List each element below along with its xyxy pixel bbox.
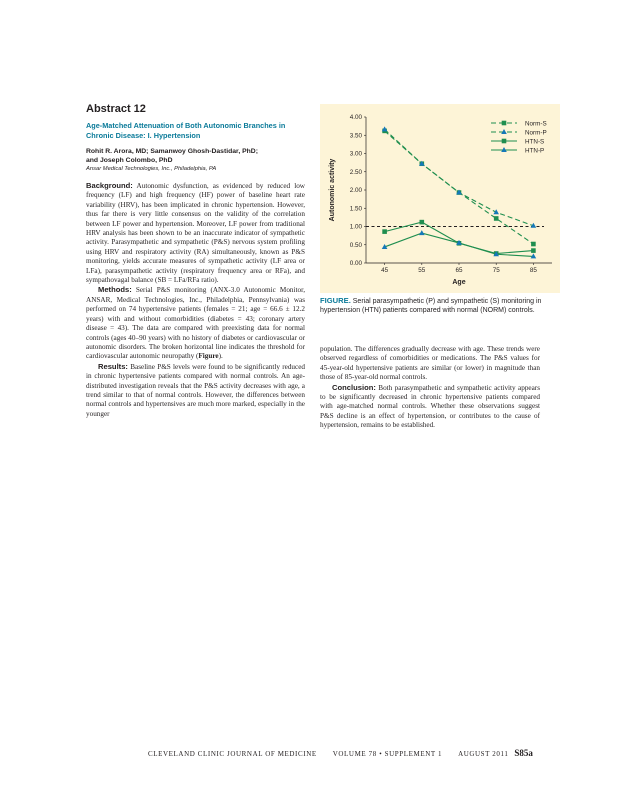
series-line-norm-s [385,131,534,244]
authors [86,147,306,166]
background-label: Background: [86,181,133,190]
conclusion-paragraph [320,383,540,431]
y-tick-label: 2.50 [349,168,362,176]
figure-reference: Figure [198,352,219,361]
right-column [320,345,540,431]
background-text: Autonomic dysfunction, as evidenced by reduced low frequency (LF) and high frequency (HF) power of baseline heart rate variability (HRV), has been implicated in chronic hypertension. However, thus far there is very little consensus on the validity of the correlation between LF power and hypertension. Moreover, LF power from traditional HRV analysis has been shown to be an inaccurate indicator of sympathetic activity. Parasympathetic and sympathetic (P&S) nervous system profiling using HRV and respiratory activity (RA) simultaneously, known as P&S monitoring, yields accurate measures of sympathetic activity (LF area or LFa), parasympathetic activity (respiratory frequency area or RFa), and sympathovagal balance (SB = LFa/RFa ratio). [86,182,305,285]
methods-paragraph [86,285,305,361]
legend-marker-norm-s [502,121,507,126]
point-norm-s [531,242,536,247]
results-continued: population. The differences gradually decrease with age. These trends were observed regardless of comorbidities or medications. The P&S values for 45-year-old hypertensive patients are similar (or lower) in magnitude than those of 85-year-old normal controls. [320,345,540,382]
methods-text: Serial P&S monitoring (ANX-3.0 Autonomic Monitor, ANSAR, Medical Technologies, Inc., Philadelphia, Pennsylvania) was performed on 74 hypertensive patients (females = 21; age = 66.6 ± 12.2 years) with and without comorbidities (diabetes = 43; coronary artery disease = 43). The data are compared with preexisting data for normal controls (ages 40–90 years) with no history of diabetes or cardiovascular or autonomic disorders. The broken horizontal line indicates the threshold for cardiovascular autonomic neuropathy ( [86,286,306,361]
x-tick-label: 55 [418,267,426,274]
y-tick-label: 4.00 [349,114,362,122]
results-paragraph [86,362,305,419]
caption-text: Serial parasympathetic (P) and sympathetic (S) monitoring in hypertension (HTN) patients compared with normal (NORM) controls. [320,298,542,314]
methods-label: Methods: [98,285,132,295]
y-tick-label: 0.50 [349,241,362,249]
x-tick-label: 45 [381,267,389,274]
page-footer [148,748,560,758]
background-paragraph [86,181,305,285]
footer-date: AUGUST 2011 [458,750,509,758]
left-column [86,181,305,419]
footer-bullet: • [379,750,383,758]
legend-label-htn-s: HTN-S [525,138,545,146]
point-htn-s [420,220,425,225]
y-tick-label: 3.50 [349,132,362,140]
authors-line-1: Rohit R. Arora, MD; Samanwoy Ghosh-Dastidar, PhD; [86,148,258,155]
point-htn-s [382,229,387,234]
y-tick-label: 1.50 [349,205,362,213]
footer-journal: CLEVELAND CLINIC JOURNAL OF MEDICINE [148,750,317,758]
footer-volume: VOLUME 78 [332,750,377,758]
legend-label-norm-s: Norm-S [525,120,547,128]
affiliation: Ansar Medical Technologies, Inc., Philadelphia, PA [86,166,217,172]
y-tick-label: 2.00 [349,187,362,195]
series-line-norm-p [385,129,534,225]
x-tick-label: 75 [492,267,500,274]
point-htn-p [419,230,425,235]
x-axis-label: Age [452,279,466,286]
x-tick-label: 85 [529,267,537,274]
legend-label-norm-p: Norm-P [525,129,547,137]
results-label: Results: [98,361,128,371]
point-htn-s [531,248,536,253]
point-norm-s [494,216,499,221]
authors-line-2: and Joseph Colombo, PhD [86,157,173,165]
y-tick-label: 0.00 [349,260,362,268]
x-tick-label: 65 [455,267,463,274]
y-tick-label: 3.00 [349,150,362,158]
footer-supplement: SUPPLEMENT 1 [384,750,443,758]
figure-panel [320,104,560,293]
abstract-title: Age-Matched Attenuation of Both Autonomic Branches in Chronic Disease: I. Hypertension [86,121,286,140]
figure-caption [320,296,545,315]
results-text: Baseline P&S levels were found to be significantly reduced in chronic hypertensive patients compared with normal controls. An age-distributed investigation reveals that the P&S activity decreases with age, a trend similar to that of normal controls. However, the differences between normal controls and hypertensives are much more marked, especially in the younger [86,362,306,418]
legend-marker-htn-s [502,139,507,144]
conclusion-label: Conclusion: [332,382,376,392]
abstract-heading: Abstract 12 [86,103,146,115]
line-chart [320,104,560,293]
y-tick-label: 1.00 [349,223,362,231]
y-axis-label: Autonomic activity [329,158,336,222]
conclusion-text: Both parasympathetic and sympathetic activity appears to be significantly decreased in chronic hypertensive patients compared with age-matched normal controls. Whether these observations suggest P&S decline is an effect of hypertension, or contributes to the cause of hypertension, remains to be established. [320,383,540,430]
page-number: S85a [514,748,533,758]
legend-label-htn-p: HTN-P [525,147,545,155]
caption-label: FIGURE. [320,296,351,305]
methods-text-end: ). [218,352,223,361]
